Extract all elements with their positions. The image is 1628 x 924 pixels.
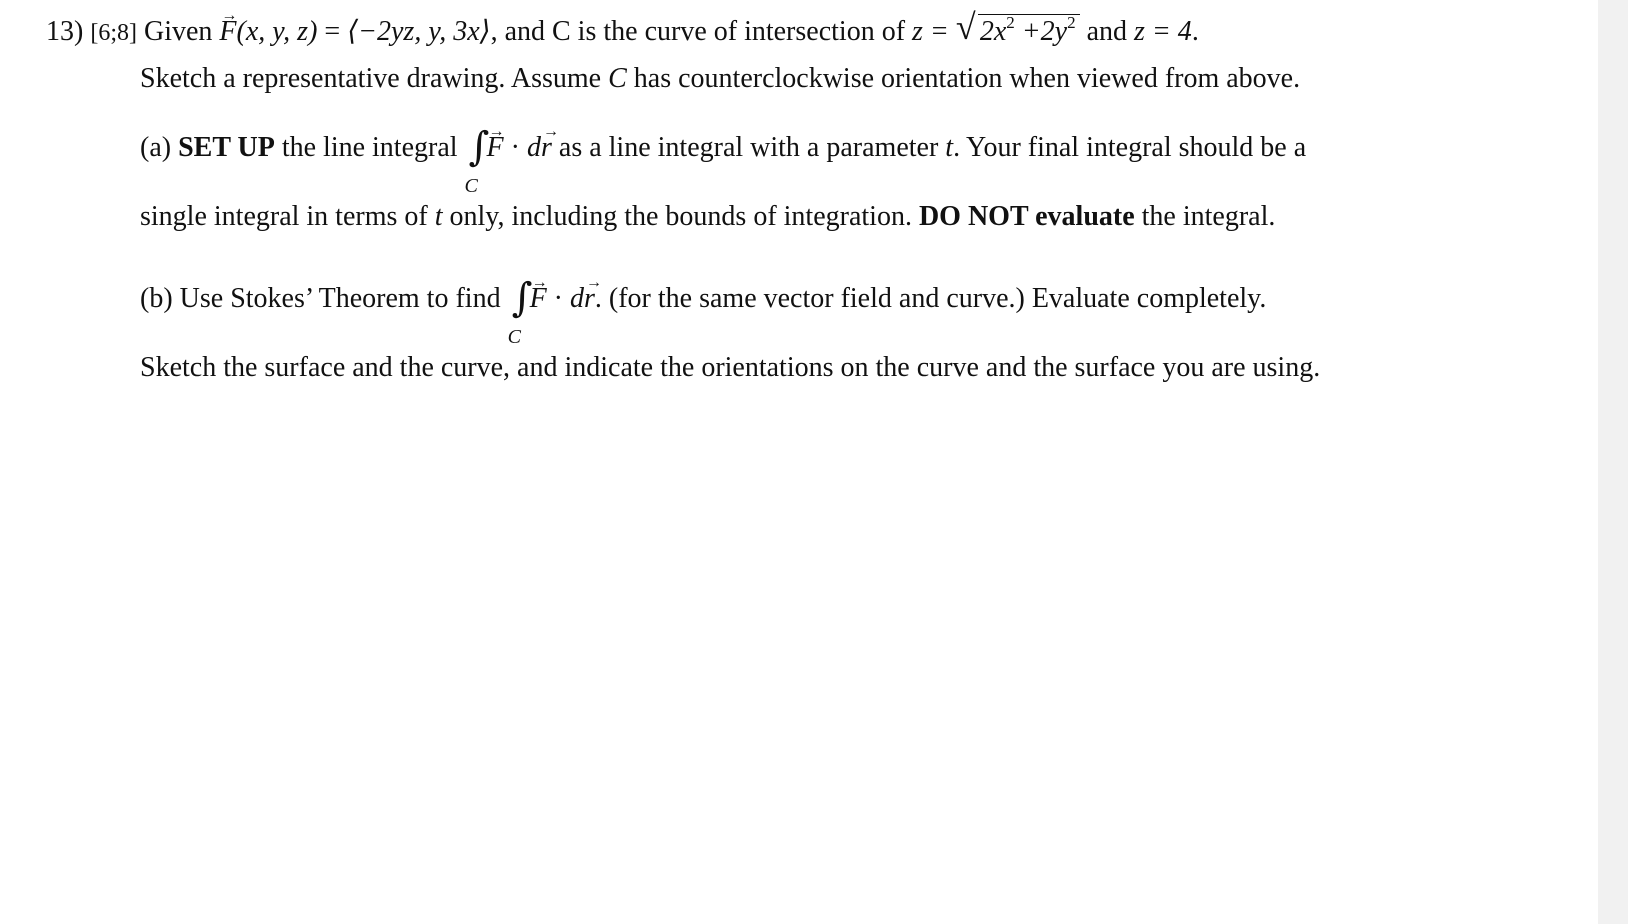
intro-rest: , and C is the curve of intersection of bbox=[490, 16, 906, 47]
radicand-term-1: 2x bbox=[979, 16, 1007, 47]
radicand-exp-1: 2 bbox=[1006, 13, 1015, 32]
part-a-text-3: . Your final integral should be a bbox=[953, 132, 1307, 163]
field-vector: ⟨−2yz, y, 3x⟩ bbox=[347, 16, 491, 47]
radical-sign: √ bbox=[955, 7, 976, 47]
problem-points: [6;8] bbox=[90, 20, 137, 46]
part-b-line-2-text: Sketch the surface and the curve, and indicate the orientations on the curve and the surface you are using. bbox=[140, 352, 1321, 383]
surface-lhs: z = bbox=[912, 16, 949, 47]
part-a-label: (a) bbox=[140, 132, 172, 163]
part-b-text-1: Use Stokes’ Theorem to find bbox=[179, 283, 501, 314]
part-b-line-2 bbox=[140, 351, 1320, 385]
integrand-f-b: → F bbox=[530, 282, 547, 316]
radicand bbox=[978, 14, 1080, 49]
integrand-r: → r bbox=[541, 131, 552, 165]
part-b-text-2: . (for the same vector field and curve.) Evaluate completely. bbox=[594, 283, 1267, 314]
param-t: t bbox=[945, 132, 954, 163]
square-root-expression bbox=[955, 7, 1080, 49]
radicand-exp-2: 2 bbox=[1067, 13, 1076, 32]
part-a-line-2-text-1: single integral in terms of bbox=[140, 201, 428, 232]
problem-number: 13) bbox=[46, 16, 84, 47]
vector-field-expression bbox=[219, 16, 490, 47]
part-a-text-2: as a line integral with a parameter bbox=[558, 132, 939, 163]
integrand-dot: · bbox=[503, 132, 527, 163]
curve-c: C bbox=[608, 63, 627, 94]
integrand-f: → F bbox=[487, 131, 504, 165]
part-a-line-2-t: t bbox=[434, 201, 443, 232]
line-integral-b bbox=[507, 275, 533, 348]
radicand-term-2: +2y bbox=[1014, 16, 1068, 47]
integral-sign-b: ∫ bbox=[511, 275, 533, 321]
field-name: → F bbox=[219, 15, 236, 49]
part-b-label: (b) bbox=[140, 283, 173, 314]
and-word: and bbox=[1086, 16, 1128, 47]
do-not-evaluate-bold: DO NOT evaluate bbox=[918, 201, 1135, 232]
given-word: Given bbox=[143, 16, 213, 47]
field-equals: = bbox=[317, 16, 348, 47]
field-args: (x, y, z) bbox=[236, 16, 318, 47]
part-a-text-1: the line integral bbox=[281, 132, 458, 163]
integral-subscript-c-b: C bbox=[507, 326, 521, 348]
part-b-line-1: (b) Use Stokes’ Theorem to find ∫ C → F · d→ r. (for the same vector field and curve.) Evaluate completely. bbox=[140, 282, 1266, 316]
part-a-line-1: (a) SET UP the line integral ∫ C → F · d→ r as a line integral with a parameter t. Your final integral should be a bbox=[140, 131, 1306, 165]
line-integral-a bbox=[464, 124, 490, 197]
part-a-line-2-text-2: only, including the bounds of integration. bbox=[449, 201, 912, 232]
integral-sign: ∫ bbox=[468, 124, 490, 170]
right-scrollbar-gutter[interactable] bbox=[1598, 0, 1628, 924]
problem-statement-line-2 bbox=[140, 62, 1300, 96]
plane-equation: z = 4 bbox=[1134, 16, 1192, 47]
line-1-period: . bbox=[1191, 16, 1199, 47]
part-a-line-2 bbox=[140, 200, 1275, 234]
integrand-r-b: → r bbox=[584, 282, 595, 316]
problem-statement-line-1 bbox=[46, 7, 1199, 50]
setup-bold: SET UP bbox=[178, 132, 275, 163]
integral-subscript-c: C bbox=[464, 175, 478, 197]
line-2-text: Sketch a representative drawing. Assume bbox=[140, 63, 602, 94]
line-2-rest: has counterclockwise orientation when viewed from above. bbox=[633, 63, 1301, 94]
integrand-dot-b: · bbox=[546, 283, 570, 314]
part-a-line-2-text-3: the integral. bbox=[1141, 201, 1276, 232]
